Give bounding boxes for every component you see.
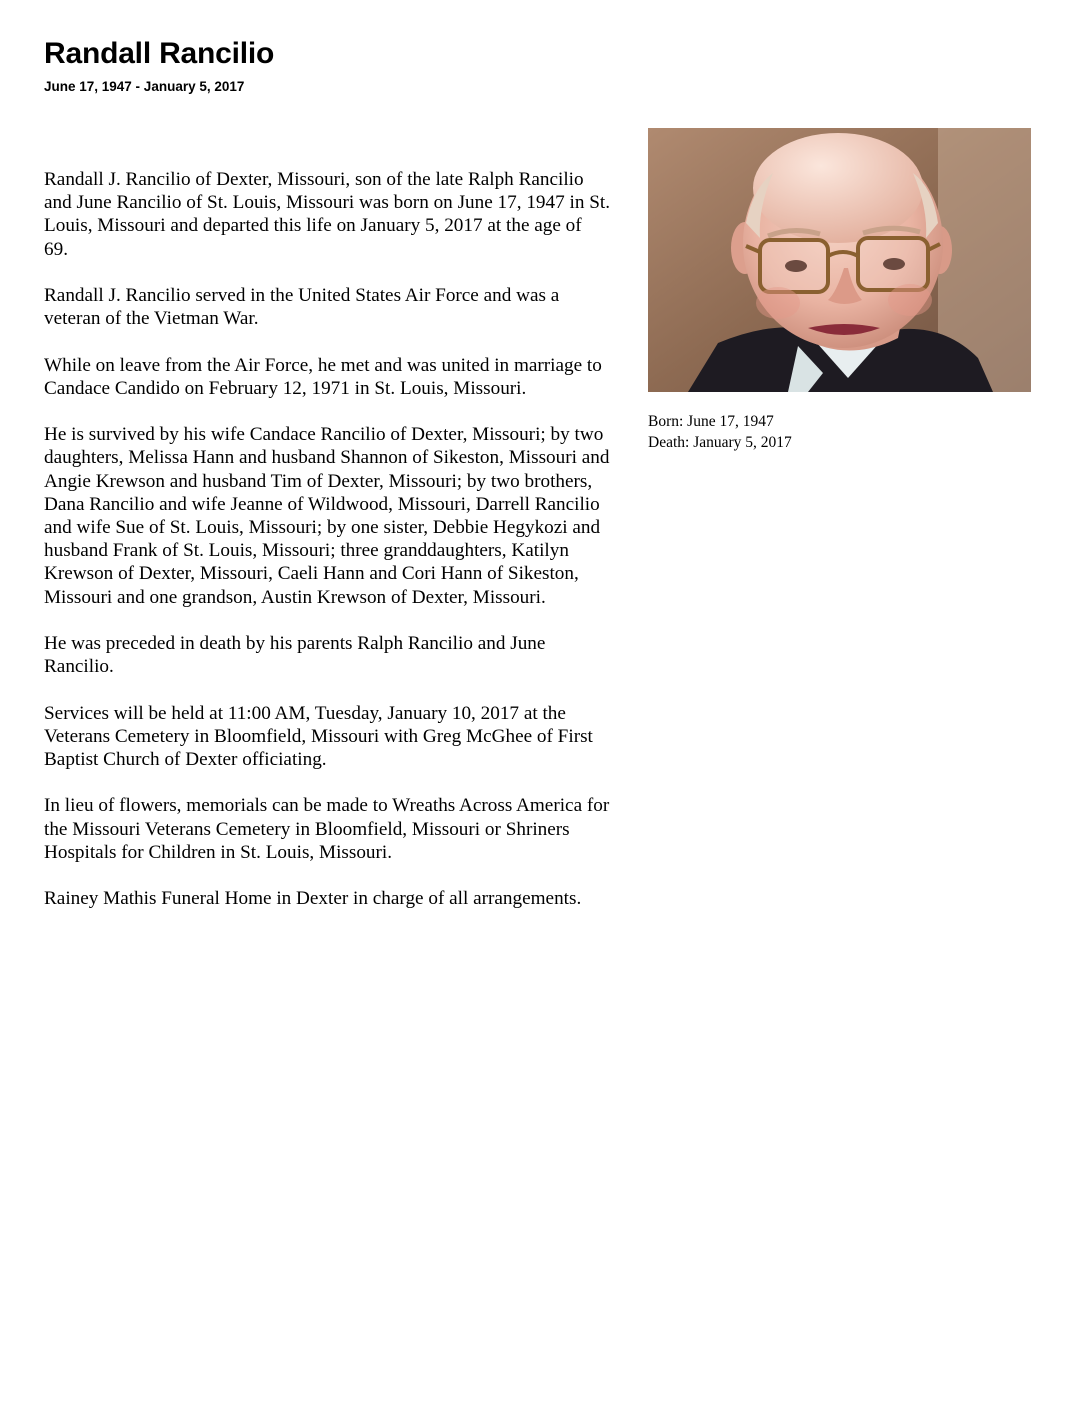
obituary-paragraph: Services will be held at 11:00 AM, Tuesday, January 10, 2017 at the Veterans Cemetery in Bloomfield, Missouri with Greg McGhee of First Baptist Church of Dexter officiating. (44, 702, 593, 770)
obituary-text (44, 168, 610, 934)
portrait-illustration (648, 128, 1031, 392)
portrait-photo (648, 128, 1031, 392)
life-dates: June 17, 1947 - January 5, 2017 (44, 79, 245, 94)
obituary-paragraph: While on leave from the Air Force, he met and was united in marriage to Candace Candido on February 12, 1971 in St. Louis, Missouri. (44, 354, 602, 399)
obituary-paragraph: Randall J. Rancilio of Dexter, Missouri, son of the late Ralph Rancilio and June Rancilio of St. Louis, Missouri was born on June 17, 1947 in St. Louis, Missouri and departed this life on January 5, 2017 at the age of 69. (44, 169, 611, 260)
page-title: Randall Rancilio (44, 37, 275, 70)
life-summary (648, 411, 792, 453)
obituary-paragraph: He was preceded in death by his parents Ralph Rancilio and June Rancilio. (44, 633, 546, 678)
obituary-paragraph: He is survived by his wife Candace Rancilio of Dexter, Missouri; by two daughters, Melissa Hann and husband Shannon of Sikeston, Missouri and Angie Krewson and husband Tim of Dexter, Missouri; by two brothers, Dana Rancilio and wife Jeanne of Wildwood, Missouri, Darrell Rancilio and wife Sue of St. Louis, Missouri; by one sister, Debbie Hegykozi and husband Frank of St. Louis, Missouri; three granddaughters, Katilyn Krewson of Dexter, Missouri, Caeli Hann and Cori Hann of Sikeston, Missouri and one grandson, Austin Krewson of Dexter, Missouri. (44, 424, 610, 608)
obituary-paragraph: In lieu of flowers, memorials can be made to Wreaths Across America for the Missouri Veterans Cemetery in Bloomfield, Missouri or Shriners Hospitals for Children in St. Louis, Missouri. (44, 795, 610, 863)
born-date: Born: June 17, 1947 (648, 413, 774, 430)
obituary-paragraph: Rainey Mathis Funeral Home in Dexter in charge of all arrangements. (44, 888, 582, 910)
death-date: Death: January 5, 2017 (648, 434, 792, 451)
obituary-paragraph: Randall J. Rancilio served in the United States Air Force and was a veteran of the Vietman War. (44, 285, 560, 330)
